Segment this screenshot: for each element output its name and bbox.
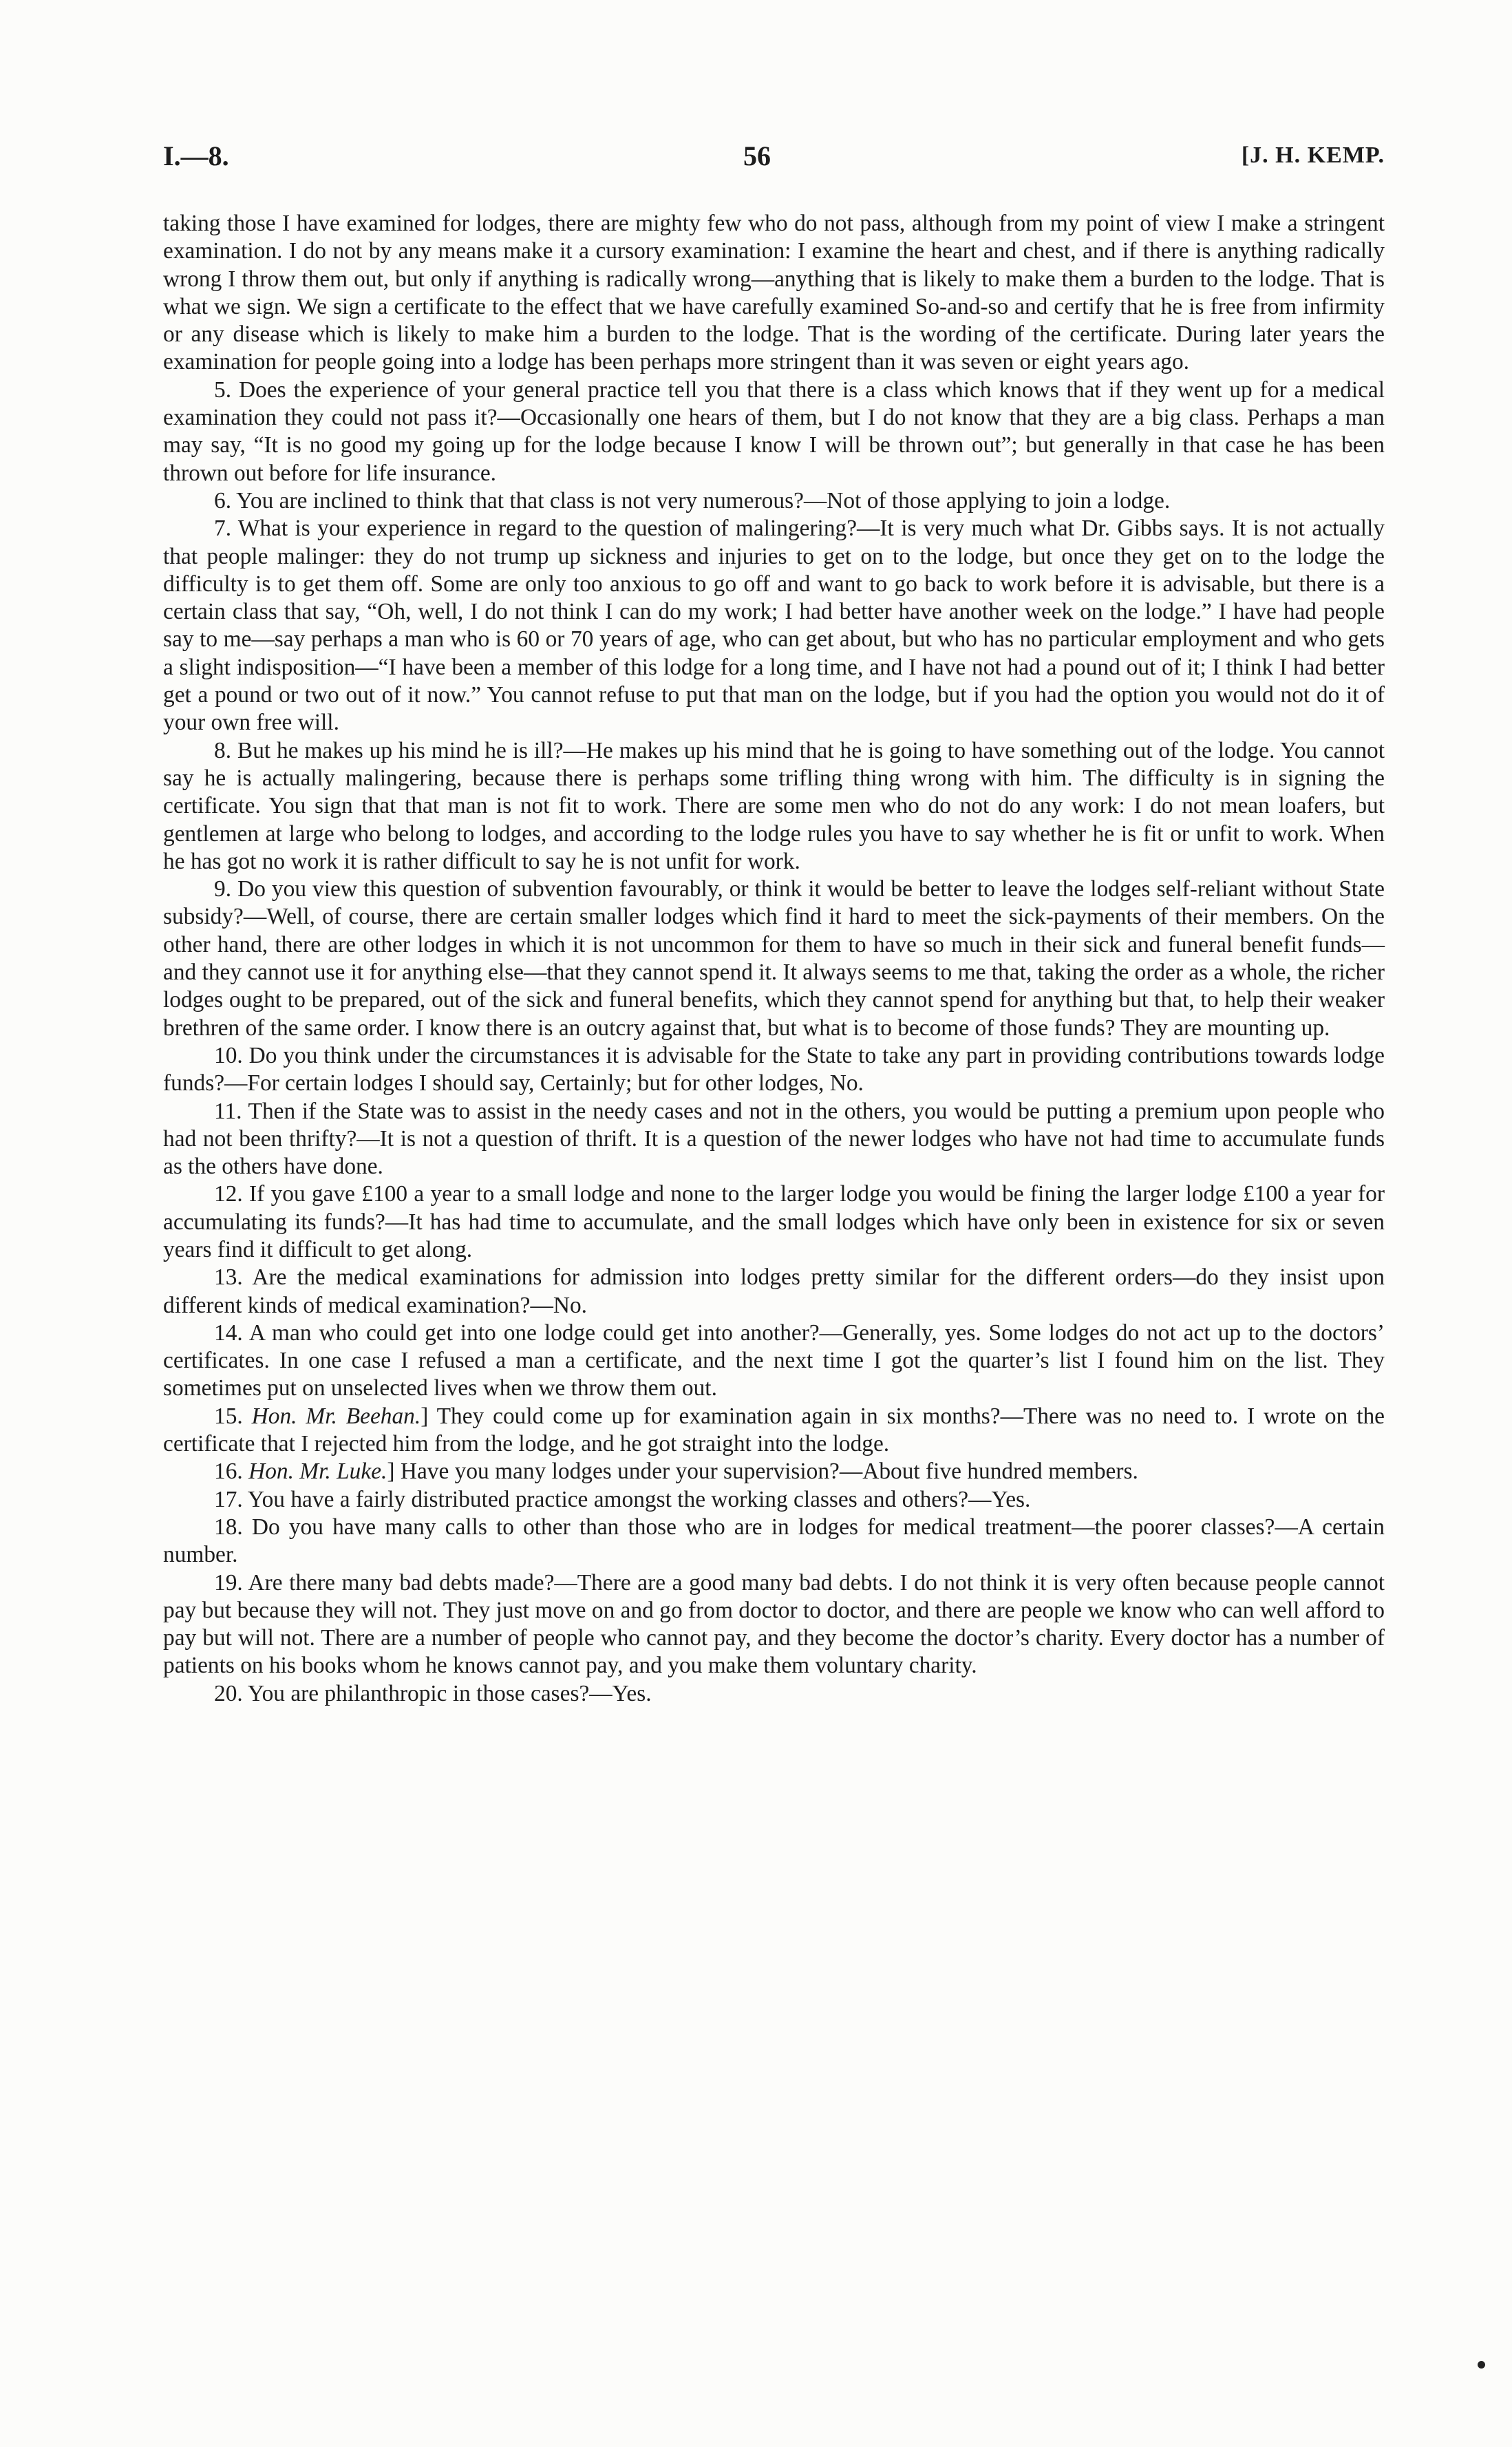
question-text: ] Have you many lodges under your supervision?—About five hundred members.	[387, 1459, 1138, 1485]
question-14: 14. A man who could get into one lodge could get into another?—Generally, yes. Some lodges do not act up to the doctors’ certificates. In one case I refused a man a certificate, and the next time I got the quarter’s list I found him on the list. They sometimes put on unselected lives when we throw them out.	[163, 1320, 1385, 1401]
ink-speck	[1478, 2361, 1485, 2369]
question-text: ] They could come up for examination again in six months?—There was no need to. I wrote on the certificate that I rejected him from the lodge, and he got straight into the lodge.	[163, 1403, 1385, 1457]
question-20: 20. You are philanthropic in those cases?—Yes.	[214, 1680, 652, 1706]
speaker-name: Hon. Mr. Beehan.	[251, 1403, 421, 1429]
speaker-name: Hon. Mr. Luke.	[248, 1459, 387, 1485]
question-15	[163, 1403, 1385, 1459]
question-6: 6. You are inclined to think that that class is not very numerous?—Not of those applying to join a lodge.	[214, 487, 1171, 513]
question-16	[163, 1458, 1385, 1485]
question-7: 7. What is your experience in regard to the question of malingering?—It is very much what Dr. Gibbs says. It is not actually that people malinger: they do not trump up sickness and injuries to get on to the lodge, but once they get on to the lodge the difficulty is to get them off. Some are only too anxious to go off and want to go back to work before it is advisable, but there is a certain class that say, “Oh, well, I do not think I can do my work; I had better have another week on the lodge.” I have had people say to me—say perhaps a man who is 60 or 70 years of age, who can get about, but who has no particular employment and who gets a slight indisposition—“I have been a member of this lodge for a long time, and I have not had a pound out of it; I think I had better get a pound or two out of it now.” You cannot refuse to put that man on the lodge, but if you had the option you would not do it of your own free will.	[163, 516, 1385, 736]
question-10: 10. Do you think under the circumstances it is advisable for the State to take any part in providing contributions towards lodge funds?—For certain lodges I should say, Certainly; but for other lodges, No.	[163, 1042, 1385, 1097]
question-number: 15.	[214, 1403, 243, 1429]
page-header	[163, 140, 1385, 178]
question-19: 19. Are there many bad debts made?—There are a good many bad debts. I do not think it is very often because people cannot pay but because they will not. They just move on and go from doctor to doctor, and there are people we know who can well afford to pay but will not. There are a number of people who cannot pay, and they become the doctor’s charity. Every doctor has a number of patients on his books whom he knows cannot pay, and you make them voluntary charity.	[163, 1569, 1385, 1679]
question-12: 12. If you gave £100 a year to a small lodge and none to the larger lodge you would be fining the larger lodge £100 a year for accumulating its funds?—It has had time to accumulate, and the small lodges which have only been in existence for six or seven years find it difficult to get along.	[163, 1181, 1385, 1262]
question-13: 13. Are the medical examinations for admission into lodges pretty similar for the different orders—do they insist upon different kinds of medical examination?—No.	[163, 1264, 1385, 1318]
question-number: 16.	[214, 1459, 243, 1485]
question-9: 9. Do you view this question of subvention favourably, or think it would be better to leave the lodges self-reliant without State subsidy?—Well, of course, there are certain smaller lodges which find it hard to meet the sick-payments of their members. On the other hand, there are other lodges in which it is not uncommon for them to have so much in their sick and funeral benefit funds—and they cannot use it for anything else—that they cannot spend it. It always seems to me that, taking the order as a whole, the richer lodges ought to be prepared, out of the sick and funeral benefits, which they cannot spend for anything but that, to help their weaker brethren of the same order. I know there is an outcry against that, but what is to become of those funds? They are mounting up.	[163, 876, 1385, 1041]
report-number: I.—8.	[163, 140, 229, 171]
question-18: 18. Do you have many calls to other than those who are in lodges for medical treatment—the poorer classes?—A certain number.	[163, 1514, 1385, 1568]
question-17: 17. You have a fairly distributed practice amongst the working classes and others?—Yes.	[214, 1486, 1031, 1512]
evidence-text	[163, 210, 1385, 1708]
witness-name: [J. H. KEMP.	[1241, 142, 1385, 168]
question-5: 5. Does the experience of your general practice tell you that there is a class which knows that if they went up for a medical examination they could not pass it?—Occasionally one hears of them, but I do not know that they are a big class. Perhaps a man may say, “It is no good my going up for the lodge because I know I will be thrown out”; but generally in that case he has been thrown out before for life insurance.	[163, 377, 1385, 486]
question-11: 11. Then if the State was to assist in the needy cases and not in the others, you would be putting a premium upon people who had not been thrifty?—It is not a question of thrift. It is a question of the newer lodges who have not had time to accumulate funds as the others have done.	[163, 1098, 1385, 1180]
question-8: 8. But he makes up his mind he is ill?—He makes up his mind that he is going to have something out of the lodge. You cannot say he is actually malingering, because there is perhaps some trifling thing wrong with him. The difficulty is in signing the certificate. You sign that that man is not fit to work. There are some men who do not do any work: I do not mean loafers, but gentlemen at large who belong to lodges, and according to the lodge rules you have to say whether he is fit or unfit to work. When he has got no work it is rather difficult to say he is not unfit for work.	[163, 737, 1385, 874]
continued-paragraph: taking those I have examined for lodges, there are mighty few who do not pass, although from my point of view I make a stringent examination. I do not by any means make it a cursory examination: I examine the heart and chest, and if there is anything radically wrong I throw them out, but only if anything is radically wrong—anything that is likely to make them a burden to the lodge. That is what we sign. We sign a certificate to the effect that we have carefully examined So-and-so and certify that he is free from infirmity or any disease which is likely to make him a burden to the lodge. That is the wording of the certificate. During later years the examination for people going into a lodge has been perhaps more stringent than it was seven or eight years ago.	[163, 211, 1385, 375]
page-number: 56	[743, 140, 771, 171]
